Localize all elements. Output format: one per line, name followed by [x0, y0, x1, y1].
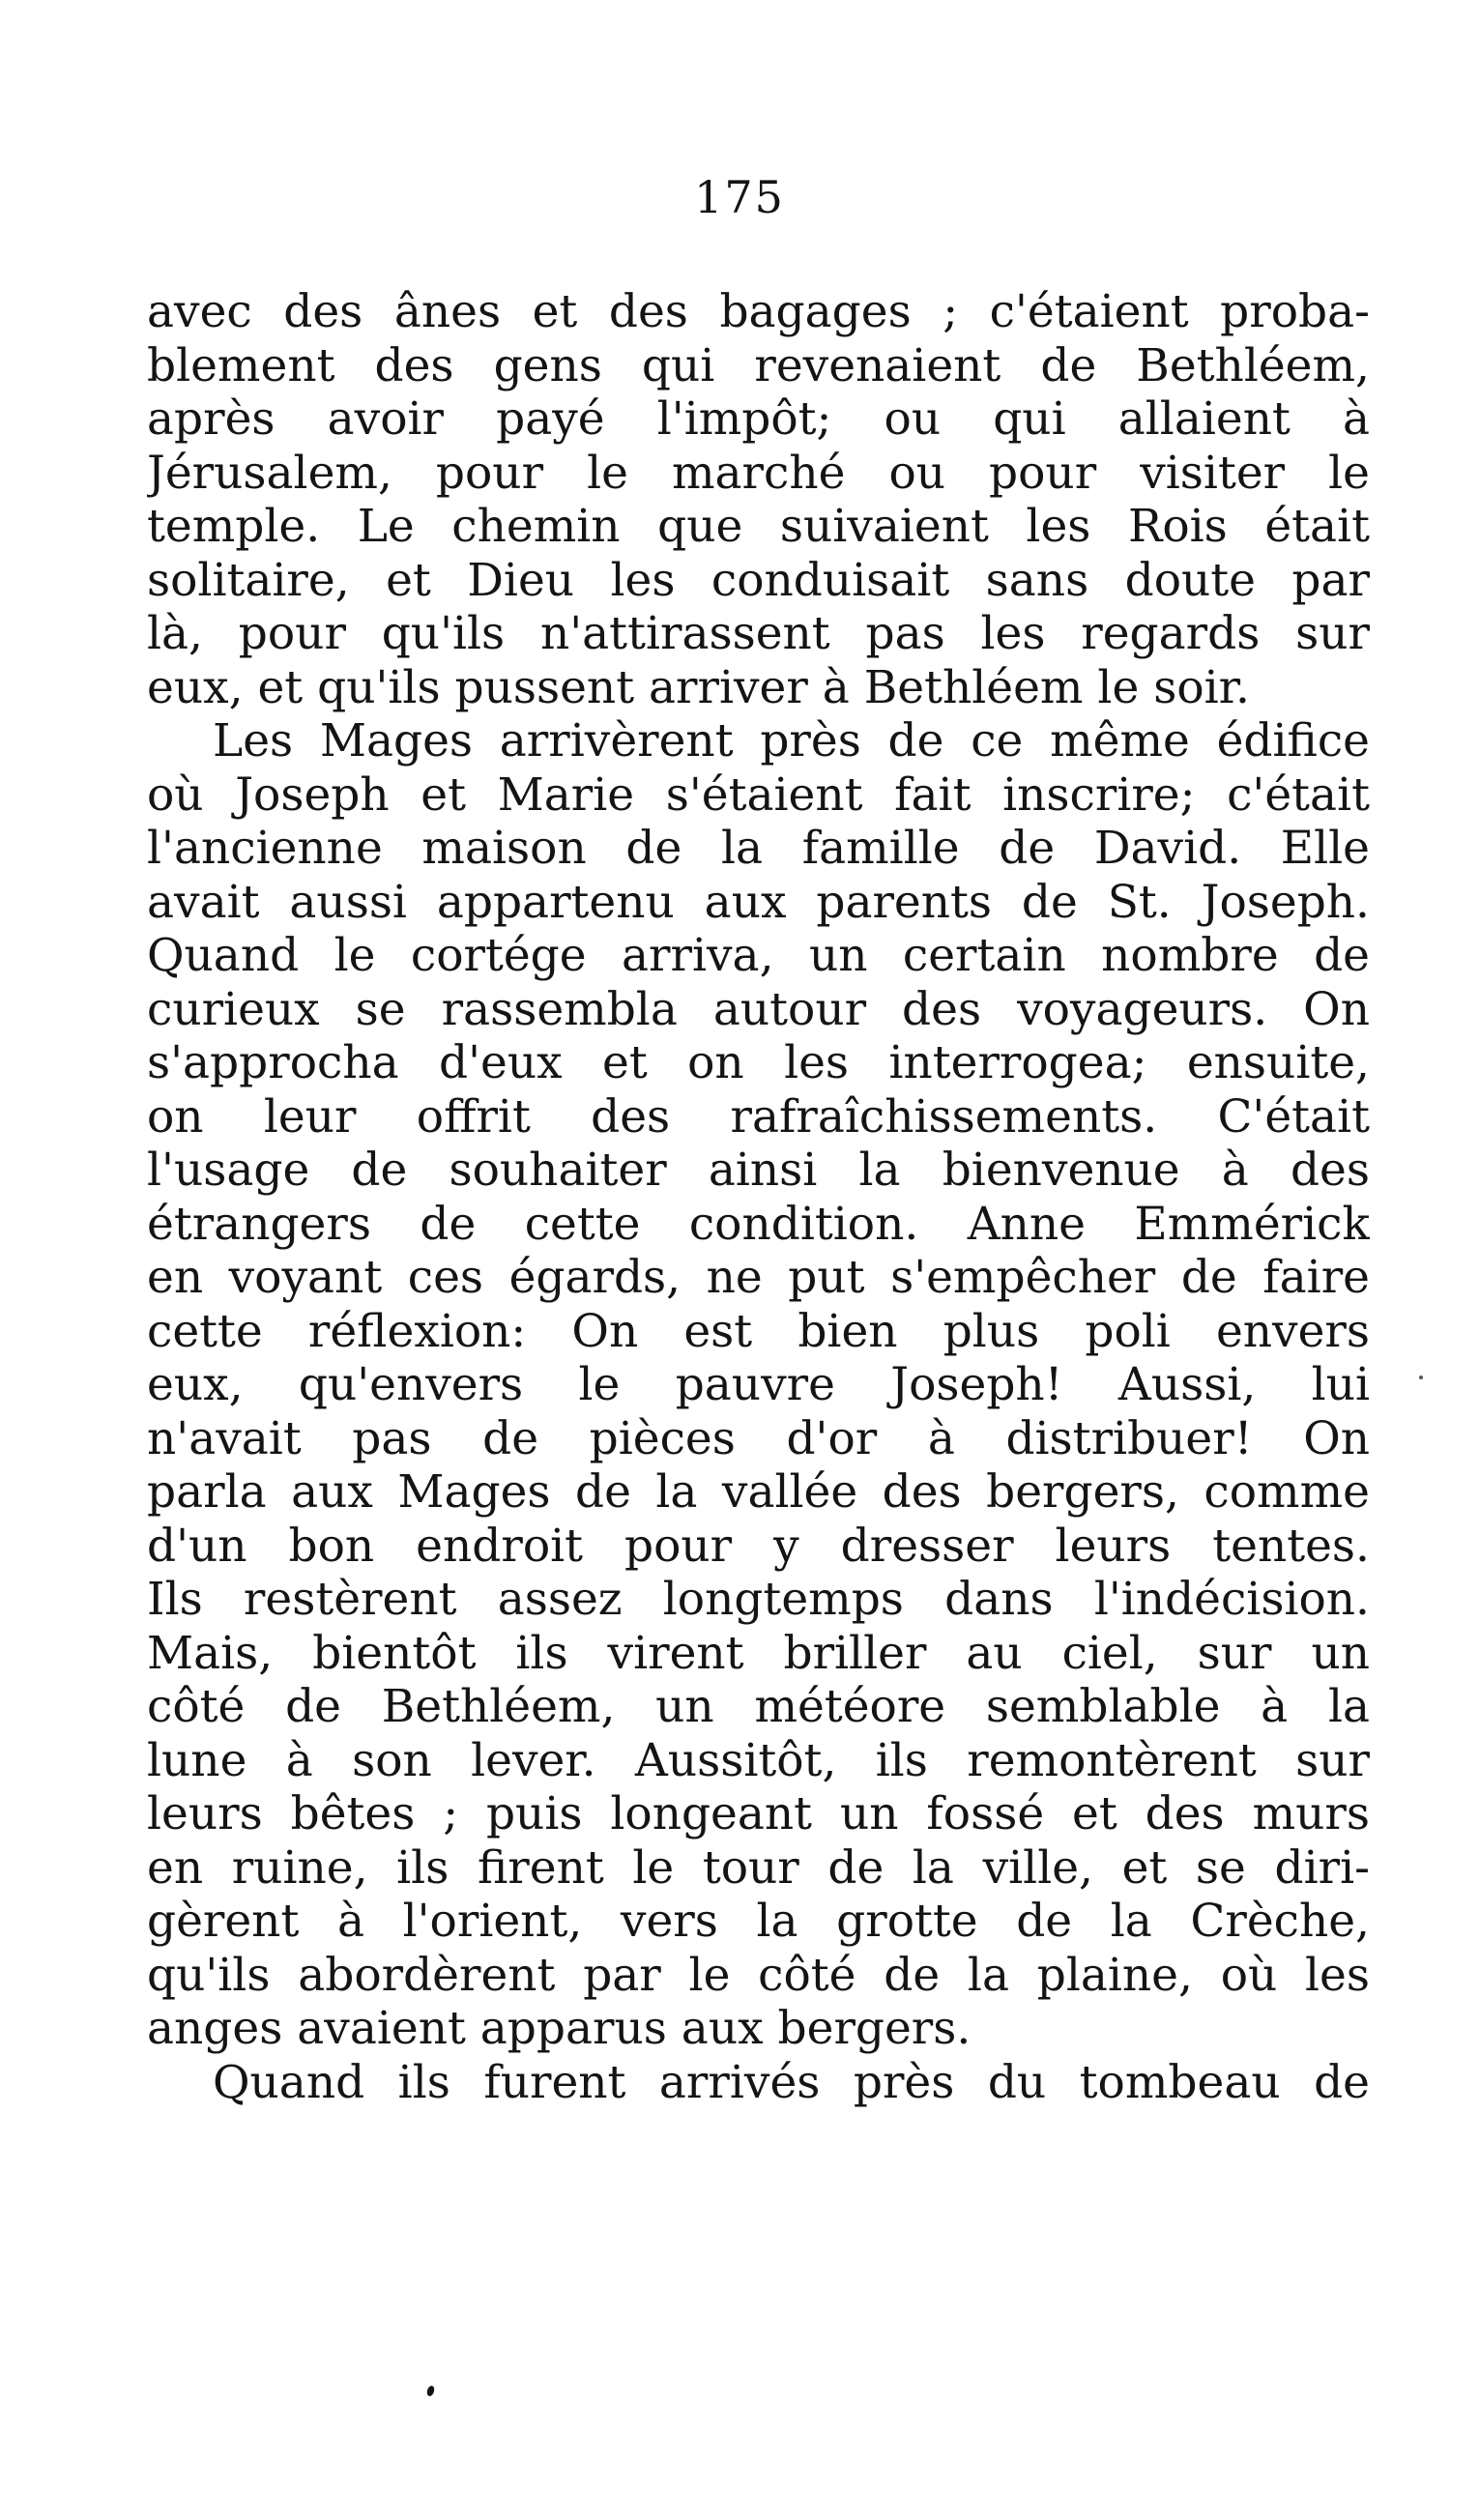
text-line: solitaire, et Dieu les conduisait sans doute par: [147, 553, 1370, 607]
text-line: Jérusalem, pour le marché ou pour visiter le: [147, 446, 1370, 500]
text-line: blement des gens qui revenaient de Bethléem,: [147, 338, 1370, 392]
text-line: étrangers de cette condition. Anne Emmérick: [147, 1197, 1370, 1251]
text-line: d'un bon endroit pour y dresser leurs tentes.: [147, 1519, 1370, 1573]
text-line: eux, qu'envers le pauvre Joseph! Aussi, lui: [147, 1358, 1370, 1411]
text-line: Quand le cortége arriva, un certain nombre de: [147, 929, 1370, 982]
text-line: s'approcha d'eux et on les interrogea; ensuite,: [147, 1036, 1370, 1089]
text-line: leurs bêtes ; puis longeant un fossé et des murs: [147, 1787, 1370, 1840]
text-line: avait aussi appartenu aux parents de St. Joseph.: [147, 875, 1370, 929]
text-line: eux, et qu'ils pussent arriver à Bethléem le soir.: [147, 660, 1250, 714]
text-line: curieux se rassembla autour des voyageurs. On: [147, 982, 1370, 1036]
text-line: parla aux Mages de la vallée des bergers, comme: [147, 1465, 1370, 1519]
body-text: [147, 285, 1370, 2109]
text-line: qu'ils abordèrent par le côté de la plaine, où les: [147, 1948, 1370, 2002]
ink-speck: [425, 2385, 435, 2397]
text-line: en voyant ces égards, ne put s'empêcher de faire: [147, 1251, 1370, 1304]
text-line: gèrent à l'orient, vers la grotte de la Crèche,: [147, 1895, 1370, 1948]
text-line: temple. Le chemin que suivaient les Rois était: [147, 500, 1370, 553]
text-line: n'avait pas de pièces d'or à distribuer! On: [147, 1411, 1370, 1465]
text-line: anges avaient apparus aux bergers.: [147, 2002, 972, 2055]
text-line: où Joseph et Marie s'étaient fait inscrire; c'était: [147, 768, 1370, 822]
text-line: cette réflexion: On est bien plus poli envers: [147, 1304, 1370, 1358]
text-line: en ruine, ils firent le tour de la ville, et se diri-: [147, 1840, 1370, 1895]
text-line: avec des ânes et des bagages ; c'étaient proba-: [147, 285, 1370, 338]
text-line: on leur offrit des rafraîchissements. C'était: [147, 1089, 1370, 1144]
text-line: l'ancienne maison de la famille de David. Elle: [147, 822, 1370, 875]
text-line: l'usage de souhaiter ainsi la bienvenue à des: [147, 1144, 1370, 1197]
text-line: Quand ils furent arrivés près du tombeau de: [213, 2055, 1370, 2109]
text-line: là, pour qu'ils n'attirassent pas les regards sur: [147, 607, 1370, 660]
text-line: lune à son lever. Aussitôt, ils remontèrent sur: [147, 1733, 1370, 1787]
text-line: Les Mages arrivèrent près de ce même édifice: [213, 714, 1370, 768]
ink-speck: [1419, 1376, 1423, 1379]
page-number: 175: [694, 171, 785, 223]
text-line: Ils restèrent assez longtemps dans l'indécision.: [147, 1573, 1370, 1626]
text-line: après avoir payé l'impôt; ou qui allaient à: [147, 392, 1370, 446]
text-line: côté de Bethléem, un météore semblable à la: [147, 1680, 1370, 1733]
text-line: Mais, bientôt ils virent briller au ciel, sur un: [147, 1626, 1370, 1680]
